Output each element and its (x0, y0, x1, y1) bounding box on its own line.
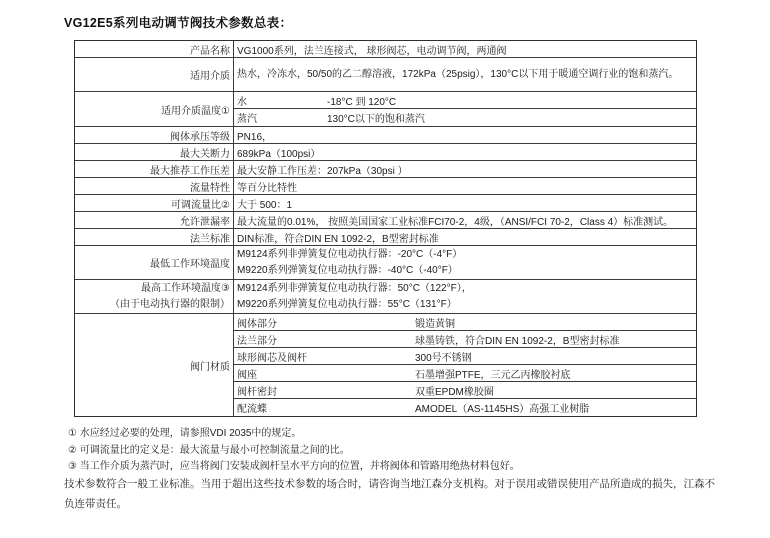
row-label: 适用介质温度① (75, 92, 234, 126)
subrow-name: 配流蝶 (237, 404, 267, 415)
table-row-flange-standard (75, 229, 696, 246)
row-label: 法兰标准 (75, 229, 234, 245)
subrow-group (234, 92, 696, 126)
table-row-max-pressure-diff (75, 161, 696, 178)
subrow-value: -18°C 到 120°C (327, 96, 397, 108)
subrow-name: 阀杆密封 (237, 386, 277, 398)
row-value: PN16， (237, 131, 273, 143)
row-value: VG1000系列，法兰连接式， 球形阀芯，电动调节阀，两通阀 (237, 45, 507, 57)
row-value-line: M9124系列非弹簧复位电动执行器：50°C（122°F）， (237, 282, 472, 294)
table-row-max-closeoff (75, 144, 696, 161)
page-title: VG12E5系列电动调节阀技术参数总表： (64, 16, 293, 30)
subrow-group (234, 314, 696, 416)
subrow-stem-seal (234, 382, 696, 399)
row-value-line: M9220系列弹簧复位电动执行器：55°C（131°F） (237, 298, 457, 310)
spec-table (74, 40, 697, 417)
row-value: 大于 500：1 (237, 199, 293, 211)
subrow-name: 法兰部分 (237, 335, 277, 347)
subrow-plug-stem (234, 348, 696, 365)
row-value-line: M9220系列弹簧复位电动执行器：-40°C（-40°F） (237, 264, 458, 276)
footnotes (68, 426, 520, 476)
row-label: 流量特性 (75, 178, 234, 194)
subrow-name: 阀体部分 (237, 318, 277, 330)
table-row-rangeability (75, 195, 696, 212)
row-value: 最大安静工作压差：207kPa（30psi ） (237, 165, 408, 177)
row-label: 阀门材质 (75, 314, 234, 416)
table-row-product-name (75, 41, 696, 58)
disclaimer-text: 技术参数符合一般工业标准。当用于超出这些技术参数的场合时，请咨询当地江森分支机构。对于误用或错误使用产品所造成的损失，江森不负连带责任。 (64, 478, 715, 510)
subrow-flange (234, 331, 696, 348)
row-label: 阀体承压等级 (75, 127, 234, 143)
subrow-value: AMODEL（AS-1145HS）高强工业树脂 (415, 404, 590, 415)
subrow-value: 球墨铸铁，符合DIN EN 1092-2，B型密封标准 (415, 335, 620, 347)
subrow-value: 300号不锈钢 (415, 352, 472, 364)
row-value: 689kPa（100psi） (237, 148, 321, 160)
table-row-leakage-rate (75, 212, 696, 229)
subrow-water (234, 92, 696, 109)
subrow-steam (234, 109, 696, 126)
row-label: 最低工作环境温度 (75, 246, 234, 279)
footnote-3: ③ 当工作介质为蒸汽时，应当将阀门安装成阀杆呈水平方向的位置，并将阀体和管路用绝热材料包好。 (68, 461, 520, 472)
subrow-flow-disc (234, 399, 696, 416)
footnote-2: ② 可调流量比的定义是：最大流量与最小可控制流量之间的比。 (68, 444, 350, 456)
table-row-flow-characteristic (75, 178, 696, 195)
row-value: 最大流量的0.01%， 按照美国国家工业标准FCI70-2，4级，（ANSI/FCI 70-2，Class 4）标准测试。 (237, 216, 674, 228)
row-value: 热水，冷冻水，50/50的乙二醇溶液，172kPa（25psig），130°C以下用于暖通空调行业的饱和蒸汽。 (237, 68, 679, 80)
subrow-value: 130°C以下的饱和蒸汽 (327, 114, 425, 125)
subrow-name: 蒸汽 (237, 114, 257, 125)
row-label: 最大关断力 (75, 144, 234, 160)
subrow-value: 石墨增强PTFE，三元乙丙橡胶衬底 (415, 369, 571, 381)
footnote-1: ① 水应经过必要的处理，请参照VDI 2035中的规定。 (68, 428, 302, 439)
row-value: 等百分比特性 (237, 182, 297, 194)
row-label: 产品名称 (75, 41, 234, 57)
row-label: 可调流量比② (75, 195, 234, 211)
table-row-applicable-medium (75, 58, 696, 92)
row-label-note: （由于电动执行器的限制） (110, 298, 230, 310)
row-value: DIN标准，符合DIN EN 1092-2，B型密封标准 (237, 233, 439, 245)
subrow-name: 阀座 (237, 369, 257, 381)
subrow-value: 锻造黄铜 (415, 318, 455, 330)
row-label: 适用介质 (75, 58, 234, 91)
table-row-medium-temperature (75, 92, 696, 127)
row-label: 允许泄漏率 (75, 212, 234, 228)
table-row-min-ambient-temp (75, 246, 696, 280)
subrow-name: 水 (237, 96, 247, 108)
subrow-value: 双重EPDM橡胶圈 (415, 386, 494, 398)
subrow-valve-body (234, 314, 696, 331)
row-label: 最高工作环境温度③ (141, 282, 230, 294)
table-row-max-ambient-temp (75, 280, 696, 314)
row-value-line: M9124系列非弹簧复位电动执行器：-20°C（-4°F） (237, 248, 463, 260)
table-row-pressure-rating (75, 127, 696, 144)
subrow-name: 球形阀芯及阀杆 (237, 352, 307, 364)
subrow-seat (234, 365, 696, 382)
table-row-valve-materials (75, 314, 696, 416)
row-label: 最大推荐工作压差 (75, 161, 234, 177)
